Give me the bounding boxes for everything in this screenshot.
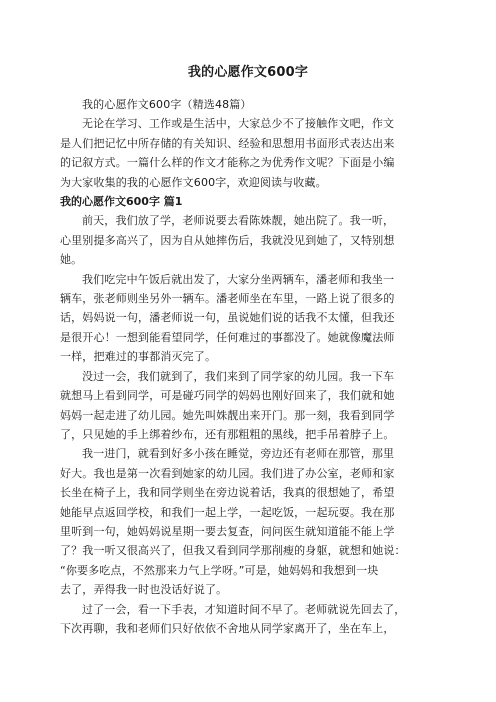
paragraph-line: 了，只见她的手上绑着纱布，还有那粗粗的黑线，把手吊着脖子上。 <box>60 427 395 441</box>
intro-line: 为大家收集的我的心愿作文600字，欢迎阅读与收藏。 <box>60 175 327 189</box>
paragraph-line: 前天，我们放了学，老师说要去看陈姝靓，她出院了。我一听， <box>82 214 395 228</box>
paragraph <box>60 367 436 445</box>
paragraph-line: 辆车，张老师则坐另外一辆车。潘老师坐在车里，一路上说了很多的 <box>60 292 395 306</box>
paragraph-line: 一样，把难过的事都消灭完了。 <box>60 350 217 364</box>
paragraph-line: 长坐在椅子上，我和同学则坐在旁边说着话，我真的很想她了，希望 <box>60 486 395 500</box>
paragraph <box>60 270 436 367</box>
paragraph-line: 下次再聊，我和老师们只好依依不舍地从同学家离开了，坐在车上， <box>60 621 395 635</box>
paragraph-line: 就想马上看到同学，可是碰巧同学的妈妈也刚好回来了，我们就和她 <box>60 389 395 403</box>
intro-line: 无论在学习、工作或是生活中，大家总少不了接触作文吧，作文 <box>82 117 395 131</box>
paragraph-line: 她能早点返回学校，和我们一起上学，一起吃饭，一起玩耍。我在那 <box>60 505 395 519</box>
paragraph-line: 没过一会，我们就到了，我们来到了同学家的幼儿园。我一下车 <box>82 369 395 383</box>
intro-line: 的记叙方式。一篇什么样的作文才能称之为优秀作文呢？下面是小编 <box>60 156 395 170</box>
paragraph-line: 我们吃完中午饭后就出发了，大家分坐两辆车，潘老师和我坐一 <box>82 272 395 286</box>
paragraph-line: 好大。我也是第一次看到她家的幼儿园。我们进了办公室，老师和家 <box>60 466 395 480</box>
paragraph-line: 里听到一句，她妈妈说星期一要去复查，问问医生就知道能不能上学 <box>60 524 395 538</box>
intro-line: 是人们把记忆中所存储的有关知识、经验和思想用书面形式表达出来 <box>60 136 395 150</box>
paragraph-line: 去了，弄得我一时也没话好说了。 <box>60 583 228 597</box>
paragraph-line: 心里别提多高兴了，因为自从她摔伤后，我就没见到她了，又特别想 <box>60 233 395 247</box>
intro-block <box>60 95 436 192</box>
intro-line: 我的心愿作文600字（精选48篇） <box>82 98 252 111</box>
paragraph-line: 是很开心！一想到能看望同学，任何难过的事都没了。她就像魔法师 <box>60 330 395 344</box>
paragraph <box>60 600 436 639</box>
paragraph-line: 过了一会，看一下手表，才知道时间不早了。老师就说先回去了， <box>82 602 406 616</box>
paragraph-line: 我一进门，就看到好多小孩在睡觉，旁边还有老师在那管，那里 <box>82 447 395 461</box>
paragraph <box>60 444 436 599</box>
paragraph-line: 话，妈妈说一句，潘老师说一句，虽说她们说的话我不太懂，但我还 <box>60 311 395 325</box>
paragraph-line: 她。 <box>60 253 83 267</box>
page-title: 我的心愿作文600字 <box>187 65 309 80</box>
paragraph <box>60 211 436 269</box>
paragraph-line: 了？我一听又很高兴了，但我又看到同学那削瘦的身躯，就想和她说： <box>60 544 406 558</box>
paragraph-line: “你要多吃点，不然那来力气上学呀。”可是，她妈妈和我想到一块 <box>60 563 379 577</box>
section-heading: 我的心愿作文600字 篇1 <box>60 195 183 209</box>
paragraph-line: 妈妈一起走进了幼儿园。她先叫姝靓出来开门。那一刻，我看到同学 <box>60 408 395 422</box>
